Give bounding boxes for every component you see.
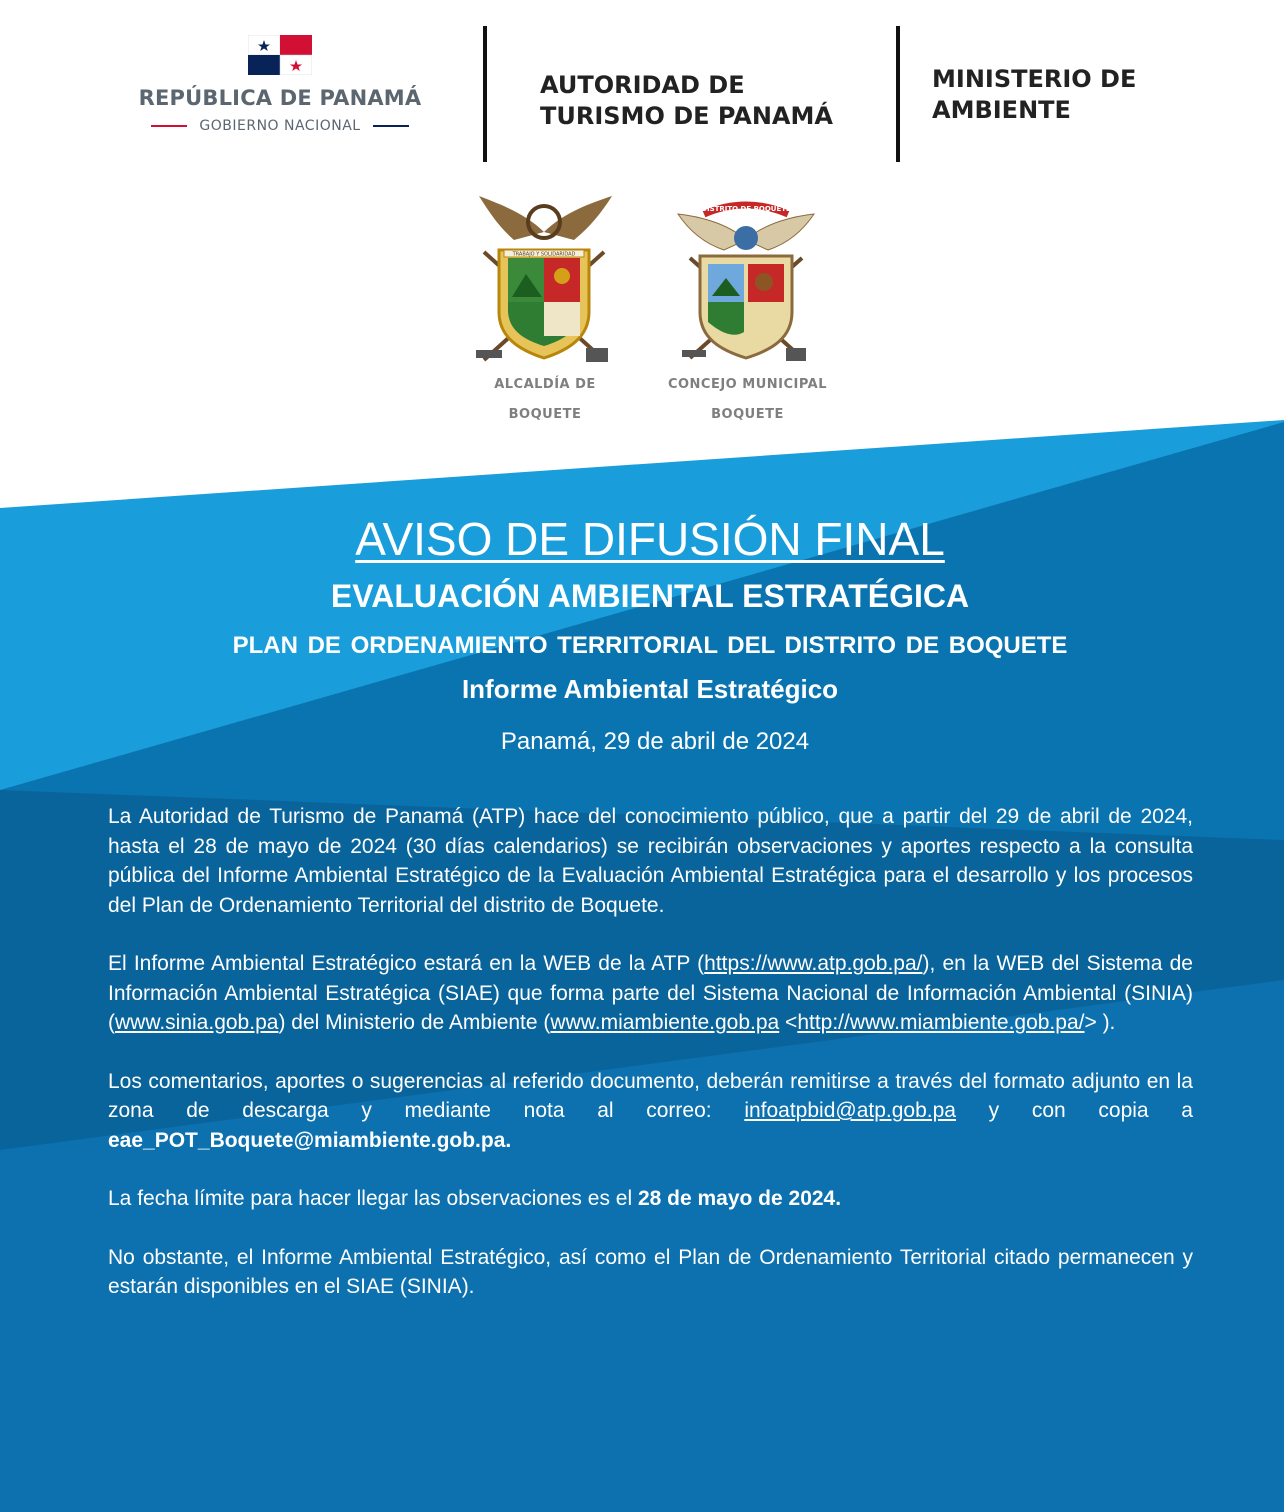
atp-email-link[interactable]: infoatpbid@atp.gob.pa [744,1099,956,1122]
gobierno-label: GOBIERNO NACIONAL [199,118,361,134]
paragraph-3 [108,1067,1193,1156]
mia-line1: MINISTERIO DE [932,65,1137,93]
alcaldia-label [460,370,630,430]
p3-text-a: Los comentarios, aportes o sugerencias al referido documento, deberán remitirse a través del formato adjunto en la zona de descarga y mediante nota al correo: [108,1069,1193,1122]
iae-heading: Informe Ambiental Estratégico [461,674,839,704]
p2-text-c: ) del Ministerio de Ambiente ( [278,1011,551,1034]
sinia-website-link[interactable]: www.sinia.gob.pa [115,1011,279,1034]
paragraph-1: La Autoridad de Turismo de Panamá (ATP) hace del conocimiento público, que a partir del 29 de abril de 2024, hasta el 28 de mayo de 2024 (30 días calendarios) se recibirán observaciones y aportes respecto a la consulta pública del Informe Ambiental Estratégico de la Evaluación Ambiental Estratégica para el desarrollo y los procesos del Plan de Ordenamiento Territorial del distrito de Boquete. [108,805,1193,917]
deadline-date: 28 de mayo de 2024. [637,1187,842,1210]
eae-heading: EVALUACIÓN AMBIENTAL ESTRATÉGICA [330,578,970,614]
alcaldia-line1: ALCALDÍA DE [494,377,596,392]
republica-title: REPÚBLICA DE PANAMÁ [138,86,422,110]
alcaldia-motto: TRABAJO Y SOLIDARIDAD [512,251,576,258]
p2-text-e: > ). [1084,1011,1116,1034]
divider-blue [373,125,409,127]
p4-text-a: La fecha límite para hacer llegar las observaciones es el [108,1187,638,1210]
miambiente-website-link[interactable]: www.miambiente.gob.pa [550,1011,780,1034]
alcaldia-crest-icon [474,192,614,372]
concejo-crest-icon [676,192,816,372]
atp-logo-text [540,70,833,132]
header-divider [896,26,900,162]
miambiente-email: eae_POT_Boquete@miambiente.gob.pa. [108,1128,512,1152]
notice-date: Panamá, 29 de abril de 2024 [500,728,810,755]
miambiente-url-link[interactable]: http://www.miambiente.gob.pa/ [797,1011,1085,1034]
paragraph-2 [108,949,1193,1038]
atp-website-link[interactable]: https://www.atp.gob.pa/ [704,952,923,975]
p3-text-b: y con copia a [955,1099,1193,1122]
miambiente-logo-text [932,64,1136,126]
alcaldia-line2: BOQUETE [508,407,582,422]
notice-body [108,802,1193,1331]
atp-line2: TURISMO DE PANAMÁ [540,102,833,130]
paragraph-5: No obstante, el Informe Ambiental Estratégico, así como el Plan de Ordenamiento Territorial citado permanecen y estarán disponibles en el SIAE (SINIA). [108,1245,1193,1298]
p2-text-b: ), en la WEB del Sistema de Información Ambiental Estratégica (SIAE) que forma parte del Sistema Nacional de Información Ambiental (SINIA) ( [108,952,1193,1034]
divider-red [151,125,187,127]
paragraph-4 [108,1184,1193,1214]
concejo-label [640,370,855,430]
p2-text-a: El Informe Ambiental Estratégico estará en la WEB de la ATP ( [108,952,705,975]
mia-line2: AMBIENTE [932,96,1071,124]
p2-text-d: < [779,1011,798,1034]
panama-flag-icon [248,35,312,75]
atp-line1: AUTORIDAD DE [540,71,745,99]
header-divider [483,26,487,162]
concejo-line1: CONCEJO MUNICIPAL [667,377,828,392]
gobierno-subtitle [135,118,425,134]
concejo-banner: DISTRITO DE BOQUETE [701,205,791,213]
notice-title: AVISO DE DIFUSIÓN FINAL [355,513,945,565]
pot-heading: PLAN DE ORDENAMIENTO TERRITORIAL DEL DISTRITO DE BOQUETE [232,632,1068,659]
concejo-line2: BOQUETE [711,407,784,422]
